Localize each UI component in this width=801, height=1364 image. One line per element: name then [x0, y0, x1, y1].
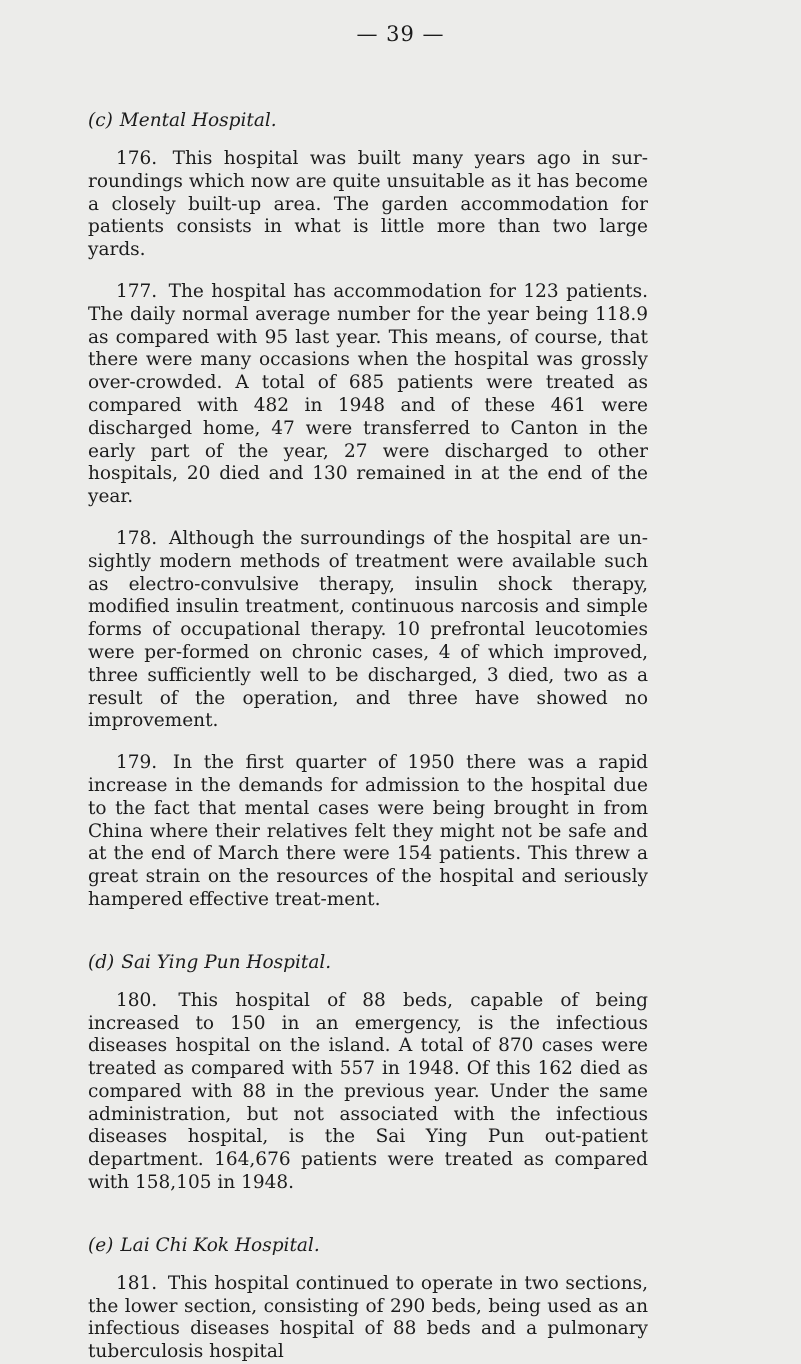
paragraph-181	[88, 1273, 648, 1364]
section-title: Mental Hospital.	[119, 110, 277, 131]
section-heading-mental-hospital	[88, 110, 648, 132]
paragraph-177	[88, 281, 648, 509]
section-title: Sai Ying Pun Hospital.	[121, 951, 332, 973]
paragraph-number: 177.	[116, 280, 158, 302]
section-title: Lai Chi Kok Hospital.	[120, 1234, 320, 1256]
paragraph-number: 176.	[116, 148, 158, 169]
section-letter: (d)	[88, 951, 115, 973]
paragraph-text: The hospital has accommodation for 123 patients. The daily normal average number for the year being 118.9 as compared with 95 last year. This means, of course, that there were many occasions when the hospital was grossly over-crowded. A total of 685 patients were treated as compared with 482 in 1948 and of these 461 were discharged home, 47 were transferred to Canton in the early part of the year, 27 were discharged to other hospitals, 20 died and 130 remained in at the end of the year.	[88, 280, 648, 508]
paragraph-number: 179.	[116, 752, 158, 774]
paragraph-text: This hospital continued to operate in two sections, the lower section, consisting of 290 beds, being used as an infectious diseases hospital of 88 beds and a pulmonary tuberculosis hospital	[88, 1272, 648, 1363]
paragraph-number: 181.	[116, 1272, 158, 1294]
section-heading-sai-ying-pun-hospital	[88, 952, 648, 974]
paragraph-text: In the first quarter of 1950 there was a rapid increase in the demands for admission to the hospital due to the fact that mental cases were being brought in from China where their relatives felt they might not be safe and at the end of March there were 154 patients. This threw a great strain on the resources of the hospital and seriously hampered effective treat-ment.	[88, 752, 648, 910]
paragraph-text: Although the surroundings of the hospital are un-sightly modern methods of treatment were available such as electro-convulsive therapy, insulin shock therapy, modified insulin treatment, continuous narcosis and simple forms of occupational therapy. 10 prefrontal leucotomies were per-formed on chronic cases, 4 of which improved, three sufficiently well to be discharged, 3 died, two as a result of the operation, and three have showed no improvement.	[88, 527, 648, 732]
paragraph-text: This hospital was built many years ago in sur-roundings which now are quite unsuitable as it has become a closely built-up area. The garden accommodation for patients consists in what is little more than two large yards.	[88, 148, 648, 261]
page-number: — 39 —	[356, 22, 445, 46]
page-content	[88, 70, 648, 1364]
section-letter: (e)	[88, 1234, 114, 1256]
section-heading-lai-chi-kok-hospital	[88, 1235, 648, 1257]
section-letter: (c)	[88, 110, 113, 131]
paragraph-text: This hospital of 88 beds, capable of being increased to 150 in an emergency, is the infectious diseases hospital on the island. A total of 870 cases were treated as compared with 557 in 1948. Of this 162 died as compared with 88 in the previous year. Under the same administration, but not associated with the infectious diseases hospital, is the Sai Ying Pun out-patient department. 164,676 patients were treated as compared with 158,105 in 1948.	[88, 989, 648, 1194]
paragraph-180	[88, 990, 648, 1195]
paragraph-178	[88, 528, 648, 733]
paragraph-number: 178.	[116, 527, 158, 549]
paragraph-179	[88, 752, 648, 912]
paragraph-number: 180.	[116, 989, 158, 1011]
paragraph-176	[88, 148, 648, 262]
